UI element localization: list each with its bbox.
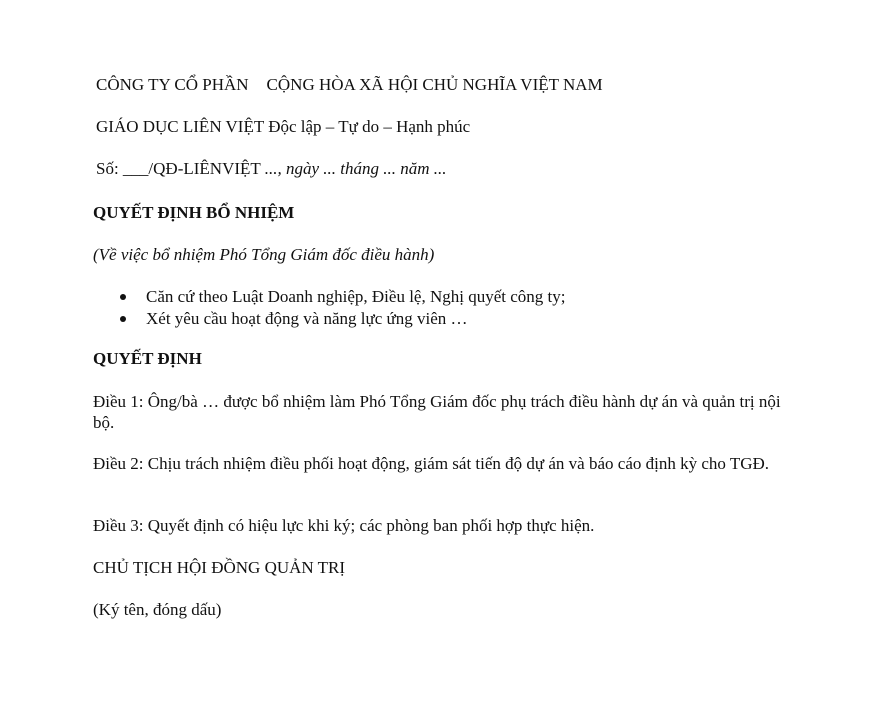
national-motto: Độc lập – Tự do – Hạnh phúc (268, 117, 471, 136)
bullet-icon (120, 316, 126, 322)
company-name-line-1: CÔNG TY CỔ PHẦN (96, 75, 249, 94)
signature-note: (Ký tên, đóng dấu) (93, 600, 222, 619)
article-1: Điều 1: Ông/bà … được bổ nhiệm làm Phó Tổng Giám đốc phụ trách điều hành dự án và quản trị nội bộ. (93, 392, 781, 432)
company-name-line-2: GIÁO DỤC LIÊN VIỆT (96, 117, 264, 136)
document-title: QUYẾT ĐỊNH BỔ NHIỆM (93, 203, 295, 222)
header-row-3 (96, 158, 447, 179)
list-item (93, 286, 783, 308)
basis-text: Căn cứ theo Luật Doanh nghiệp, Điều lệ, Nghị quyết công ty; (146, 287, 566, 306)
article-3: Điều 3: Quyết định có hiệu lực khi ký; các phòng ban phối hợp thực hiện. (93, 516, 595, 535)
legal-bases-list (93, 286, 783, 330)
document-subtitle: (Về việc bổ nhiệm Phó Tổng Giám đốc điều hành) (93, 245, 435, 264)
header-row-2 (96, 116, 470, 137)
header-row-1 (96, 74, 603, 95)
article-2: Điều 2: Chịu trách nhiệm điều phối hoạt động, giám sát tiến độ dự án và báo cáo định kỳ cho TGĐ. (93, 454, 770, 473)
basis-text: Xét yêu cầu hoạt động và năng lực ứng viên … (146, 309, 468, 328)
decision-heading: QUYẾT ĐỊNH (93, 349, 202, 368)
signer-title: CHỦ TỊCH HỘI ĐỒNG QUẢN TRỊ (93, 558, 346, 577)
bullet-icon (120, 294, 126, 300)
document-date: ..., ngày ... tháng ... năm ... (264, 159, 447, 178)
national-title: CỘNG HÒA XÃ HỘI CHỦ NGHĨA VIỆT NAM (266, 75, 603, 94)
list-item (93, 308, 783, 330)
document-number: Số: ___/QĐ-LIÊNVIỆT (96, 159, 261, 178)
